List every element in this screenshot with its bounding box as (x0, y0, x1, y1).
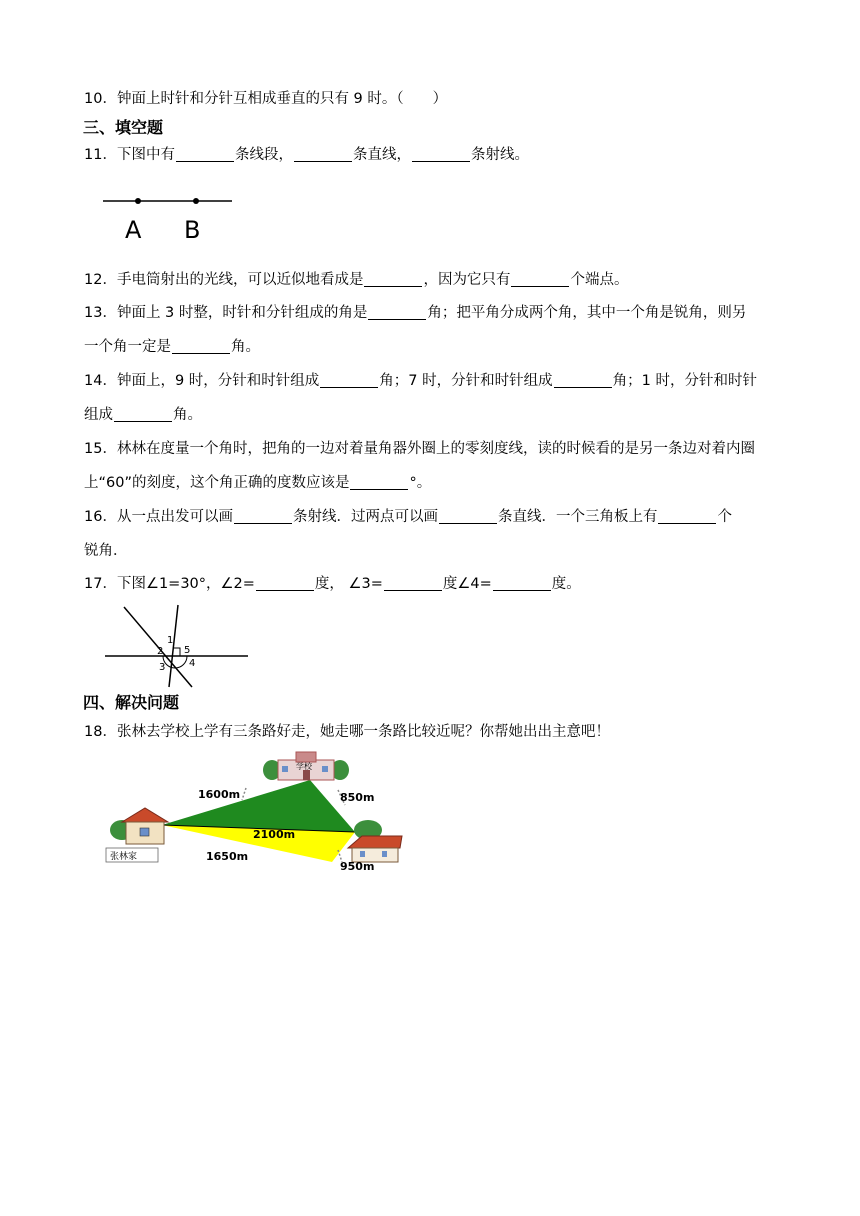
route-map (100, 750, 410, 878)
section-4-title: 四、解决问题 (83, 693, 180, 712)
q11-text: 条线段， (234, 147, 293, 163)
route-via-school (162, 780, 355, 832)
question-12 (84, 270, 628, 290)
angle-label-2: 2 (157, 646, 164, 657)
question-16-line-1 (84, 507, 732, 527)
label-b: B (184, 216, 201, 244)
right-angle-mark (174, 648, 180, 656)
q13-text: 13．钟面上 3 时整，时针和分针组成的角是 (84, 305, 368, 321)
q17-text: 17．下图∠1=30°，∠2= (84, 576, 255, 592)
house-icon (348, 820, 402, 862)
q16-text: 条直线．一个三角板上有 (497, 509, 658, 525)
answer-blank[interactable] (658, 507, 716, 524)
distance-1600: 1600m (198, 788, 241, 801)
answer-blank[interactable] (412, 145, 470, 162)
q17-text: 度， ∠3= (314, 576, 383, 592)
label-a: A (125, 216, 142, 244)
answer-blank[interactable] (350, 473, 408, 490)
q14-text: 角；1 时，分针和时针 (612, 373, 757, 389)
distance-850: 850m (340, 791, 375, 804)
point-a (135, 198, 141, 204)
q16-text: 16．从一点出发可以画 (84, 509, 233, 525)
school-label: 学校 (296, 762, 312, 771)
answer-blank[interactable] (554, 371, 612, 388)
answer-blank[interactable] (384, 574, 442, 591)
q11-text: 11．下图中有 (84, 147, 175, 163)
q14-text: 组成 (84, 407, 113, 423)
distance-2100: 2100m (253, 828, 296, 841)
q11-text: 条射线。 (470, 147, 529, 163)
question-17 (84, 574, 581, 594)
q11-text: 条直线， (352, 147, 411, 163)
q13-text: 角；把平角分成两个角，其中一个角是锐角，则另 (427, 305, 747, 321)
q17-text: 度。 (551, 576, 581, 592)
question-14-line-1 (84, 371, 757, 391)
answer-blank[interactable] (493, 574, 551, 591)
question-14-line-2 (84, 405, 202, 425)
line-ab-figure (100, 188, 240, 244)
answer-blank[interactable] (439, 507, 497, 524)
q14-text: 14．钟面上，9 时，分针和时针组成 (84, 373, 320, 389)
q16-text: 个 (717, 509, 732, 525)
question-15-line-2 (84, 473, 431, 493)
point-b (193, 198, 199, 204)
angle-label-1: 1 (167, 635, 174, 646)
angle-label-5: 5 (184, 645, 191, 656)
q17-text: 度∠4= (442, 576, 492, 592)
section-3-title: 三、填空题 (83, 118, 164, 137)
question-15-line-1: 15．林林在度量一个角时，把角的一边对着量角器外圈上的零刻度线，读的时候看的是另一条边对着内圈 (84, 441, 755, 457)
q15-text: °。 (409, 475, 432, 491)
q13-text: 一个角一定是 (84, 339, 171, 355)
home-label: 张林家 (110, 852, 138, 862)
answer-blank[interactable] (511, 270, 569, 287)
q14-text: 角。 (173, 407, 202, 423)
answer-blank[interactable] (256, 574, 314, 591)
answer-blank[interactable] (176, 145, 234, 162)
q12-text: 个端点。 (570, 272, 629, 288)
question-13-line-1 (84, 303, 746, 323)
route-marker (242, 788, 246, 800)
answer-blank[interactable] (368, 303, 426, 320)
q13-text: 角。 (231, 339, 260, 355)
q12-text: ，因为它只有 (423, 272, 511, 288)
angle-label-3: 3 (159, 662, 166, 673)
question-18: 18．张林去学校上学有三条路好走，她走哪一条路比较近呢？你帮她出出主意吧！ (84, 724, 610, 740)
question-10: 10．钟面上时针和分针互相成垂直的只有 9 时。（ ） (84, 91, 448, 107)
answer-blank[interactable] (364, 270, 422, 287)
q16-text: 条射线．过两点可以画 (292, 509, 438, 525)
answer-blank[interactable] (234, 507, 292, 524)
distance-950: 950m (340, 860, 375, 873)
answer-blank[interactable] (172, 337, 230, 354)
near-vertical-line (169, 605, 178, 687)
answer-blank[interactable] (320, 371, 378, 388)
home-icon (106, 808, 168, 862)
q14-text: 角；7 时，分针和时针组成 (379, 373, 553, 389)
angle-figure (100, 603, 255, 688)
question-16-line-2: 锐角． (84, 543, 128, 559)
question-13-line-2 (84, 337, 260, 357)
answer-blank[interactable] (114, 405, 172, 422)
q12-text: 12．手电筒射出的光线，可以近似地看成是 (84, 272, 364, 288)
distance-1650: 1650m (206, 850, 249, 863)
q15-text: 上“60”的刻度，这个角正确的度数应该是 (84, 475, 350, 491)
angle-label-4: 4 (189, 658, 196, 669)
answer-blank[interactable] (294, 145, 352, 162)
question-11 (84, 145, 529, 165)
school-icon (263, 752, 349, 780)
